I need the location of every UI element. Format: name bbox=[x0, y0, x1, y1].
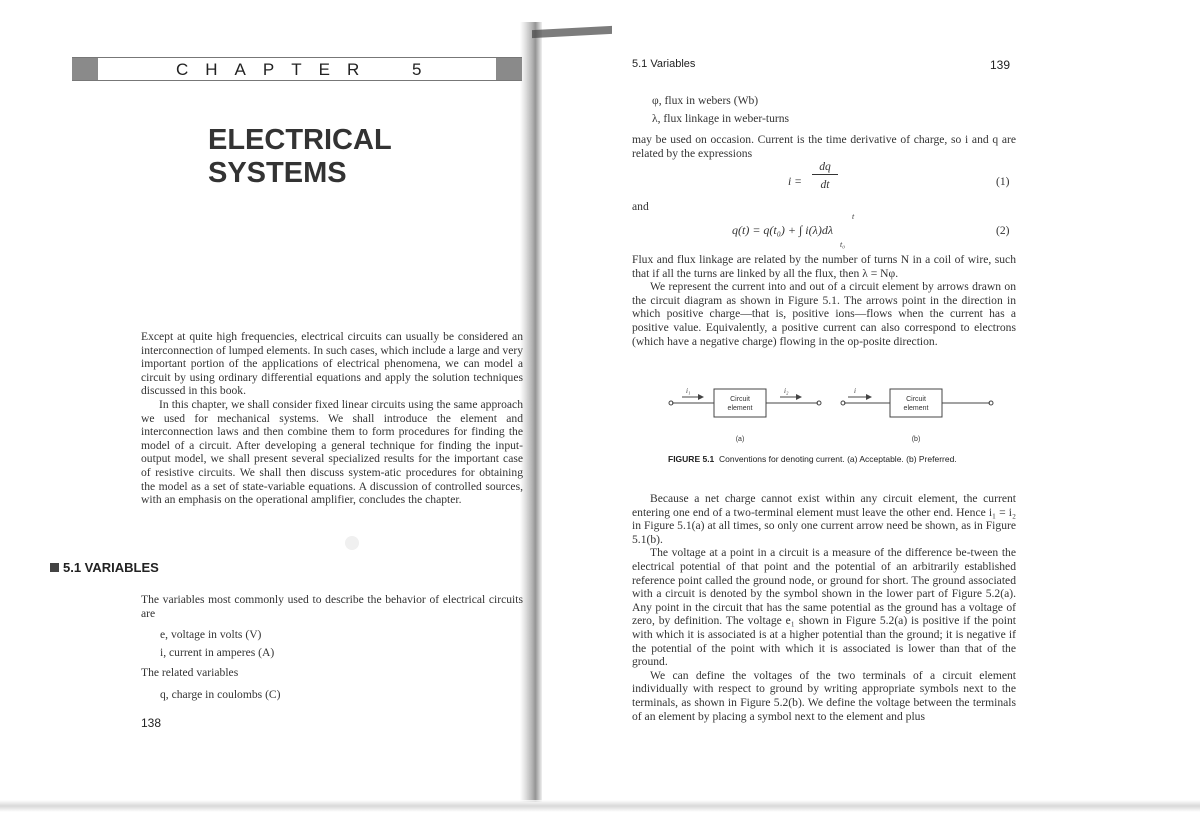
voltage-paragraphs bbox=[632, 492, 1016, 723]
title-line-1: ELECTRICAL bbox=[208, 124, 392, 156]
equation-1-numerator: dq bbox=[812, 160, 838, 175]
equation-2-lower-limit: t₀ bbox=[840, 240, 846, 249]
charge-paragraph-1: Because a net charge cannot exist within any circuit element, the current entering one end of a two-terminal element must leave the other end. Hence i₁ = i₂ in Figure 5.1(a) at all times, so only one current arrow need be shown, as in Figure 5.1(b). bbox=[632, 492, 1016, 546]
chapter-label: CHAPTER bbox=[176, 60, 377, 79]
banner-block-left bbox=[72, 58, 98, 80]
paper-smudge bbox=[345, 536, 359, 550]
section-heading bbox=[50, 560, 159, 575]
box-a-line-1: Circuit bbox=[730, 396, 750, 403]
chapter-intro bbox=[141, 330, 523, 507]
chapter-title bbox=[208, 124, 392, 190]
current-charge-relation-text: may be used on occasion. Current is the time derivative of charge, so i and q are related by the expressions bbox=[632, 133, 1016, 160]
variable-voltage: e, voltage in volts (V) bbox=[160, 628, 262, 641]
box-b-line-2: element bbox=[903, 405, 929, 412]
book-spine bbox=[520, 22, 542, 802]
box-a-line-2: element bbox=[727, 405, 753, 412]
section-square-icon bbox=[50, 563, 59, 572]
figure-label-b: (b) bbox=[911, 436, 921, 443]
flux-paragraphs bbox=[632, 253, 1016, 348]
banner-block-right bbox=[496, 58, 522, 80]
page-number-left: 138 bbox=[141, 716, 162, 730]
label-i: i bbox=[854, 387, 856, 395]
title-line-2: SYSTEMS bbox=[208, 157, 347, 189]
variable-flux-linkage: λ, flux linkage in weber-turns bbox=[652, 112, 790, 125]
charge-paragraph-3: We can define the voltages of the two terminals of a circuit element individually with respect to ground by writing appropriate symbols next to the terminals, as shown in Figure 5.2(b). We define the voltage between the terminals of an element by placing a symbol next to the element and plus bbox=[632, 668, 1016, 723]
figure-part-a bbox=[669, 389, 821, 417]
label-i2: i₂ bbox=[784, 387, 789, 395]
flux-paragraph-2: We represent the current into and out of a circuit element by arrows drawn on the circuit diagram as shown in Figure 5.1. The arrows point in the direction in which positive charge—that is, positive ions—flows when the current has a positive value. Equivalently, a positive current can also correspond to electrons (which have a negative charge) flowing in the op-posite direction. bbox=[632, 280, 1016, 348]
page-curl-shadow bbox=[532, 26, 612, 38]
box-b-line-1: Circuit bbox=[906, 396, 926, 403]
arrowhead-b-i bbox=[866, 394, 872, 400]
intro-paragraph-1: Except at quite high frequencies, electrical circuits can usually be considered an interconnection of lumped elements. In such cases, which include a large and very important portion of the applications of electrical phenomena, we can model a circuit by using ordinary differential equations and apply the solution techniques discussed in this book. bbox=[141, 330, 523, 398]
figure-label-a: (a) bbox=[735, 436, 745, 443]
equation-1-denominator: dt bbox=[820, 178, 830, 191]
running-head: 5.1 Variables bbox=[632, 58, 696, 70]
label-i1: i₁ bbox=[686, 387, 691, 395]
circuit-element-box-a bbox=[714, 389, 766, 417]
equation-2-number: (2) bbox=[996, 224, 1010, 237]
and-text: and bbox=[632, 200, 649, 213]
equation-1-number: (1) bbox=[996, 175, 1010, 188]
variables-intro: The variables most commonly used to describe the behavior of electrical circuits are bbox=[141, 593, 523, 620]
figure-caption-text: Conventions for denoting current. (a) Acceptable. (b) Preferred. bbox=[719, 454, 957, 464]
variable-current: i, current in amperes (A) bbox=[160, 646, 275, 659]
figure-caption bbox=[668, 454, 998, 464]
arrowhead-a-i1 bbox=[698, 394, 704, 400]
intro-paragraph-2: In this chapter, we shall consider fixed linear circuits using the same approach we used for mechanical systems. We shall introduce the element and interconnection laws and then combine them to form procedures for finding the model of a circuit. After developing a general technique for finding the input-output model, we shall present several specialized results for the important case of resistive circuits. We shall then discuss system-atic procedures for obtaining the model as a set of state-variable equations. A discussion of controlled sources, with an emphasis on the operational amplifier, concludes the chapter. bbox=[141, 397, 523, 507]
related-variables-text: The related variables bbox=[141, 666, 239, 679]
equation-1-lhs: i = bbox=[788, 175, 802, 188]
figure-caption-label: FIGURE 5.1 bbox=[668, 454, 715, 464]
equation-2-upper-limit: t bbox=[852, 212, 855, 221]
section-heading-text: 5.1 VARIABLES bbox=[63, 560, 159, 575]
page-number-right: 139 bbox=[990, 58, 1011, 72]
figure-part-b bbox=[841, 389, 993, 417]
equation-2: q(t) = q(t₀) + ∫ i(λ)dλ bbox=[732, 223, 834, 237]
chapter-number: 5 bbox=[412, 60, 422, 79]
circuit-element-box-b bbox=[890, 389, 942, 417]
page-bottom-edge bbox=[0, 800, 1200, 812]
variable-flux: φ, flux in webers (Wb) bbox=[652, 94, 759, 107]
variable-charge: q, charge in coulombs (C) bbox=[160, 688, 281, 701]
flux-paragraph-1: Flux and flux linkage are related by the number of turns N in a coil of wire, such that if all the turns are linked by all the flux, then λ = Nφ. bbox=[632, 253, 1016, 280]
charge-paragraph-2: The voltage at a point in a circuit is a measure of the difference be-tween the electrical potential of that point and the potential of an arbitrarily established reference point called the ground node, or ground for short. The ground associated with a circuit is denoted by the symbol shown in the lower part of Figure 5.2(a). Any point in the circuit that has the same potential as the ground has a voltage of zero, by definition. The voltage e₁ shown in Figure 5.2(a) is positive if the point with which it is associated is at a higher potential than the ground; it is negative if the potential of the point with which it is associated is lower than that of the ground. bbox=[632, 546, 1016, 669]
arrowhead-a-i2 bbox=[796, 394, 802, 400]
